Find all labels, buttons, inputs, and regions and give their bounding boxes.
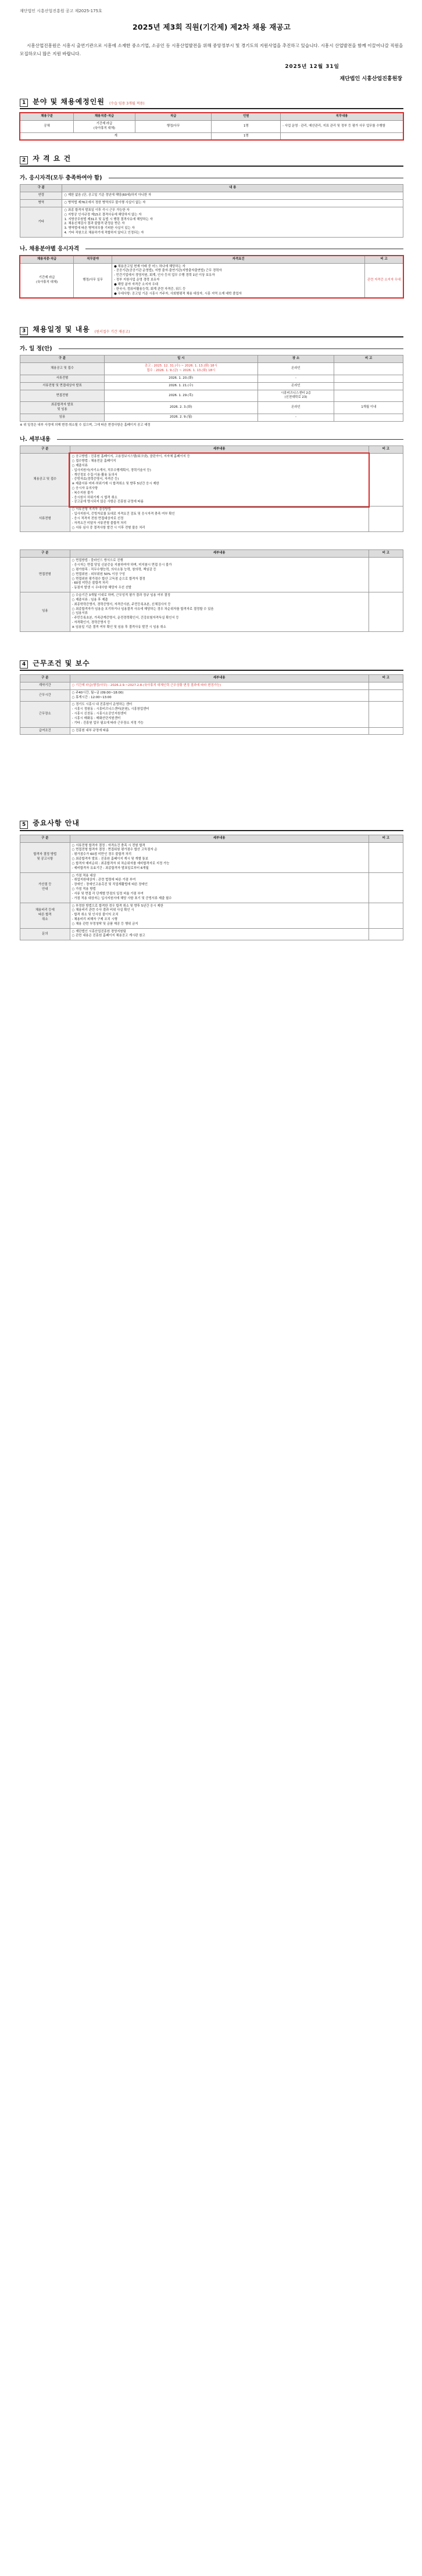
recruit-table — [20, 113, 403, 140]
table-header-row — [20, 675, 403, 682]
table-cell: 서류전형 — [20, 375, 105, 382]
subsection-heading — [20, 345, 403, 353]
table-cell: 공고 : 2025. 12. 31.(수) ~ 2026. 1. 13.(화) 18시 접수 : 2026. 1. 9.(금) ~ 2026. 1. 13.(화) 18시 — [104, 363, 258, 375]
notice-date: 2025년 12월 31일 — [285, 63, 339, 70]
section-3-header — [20, 325, 403, 337]
column-header: 비 고 — [369, 446, 403, 454]
table-cell — [369, 689, 403, 702]
table-cell — [369, 558, 403, 592]
schedule-table — [20, 355, 403, 421]
table-cell: - — [258, 414, 334, 421]
table-cell — [334, 414, 403, 421]
table-cell: 서류전형 및 면접대상자 발표 — [20, 382, 105, 390]
column-header: 비 고 — [334, 355, 403, 363]
table-cell — [369, 842, 403, 872]
table-cell: 근무장소 — [20, 702, 70, 727]
table-cell: ○ 가점 적용 대상 - 취업지원대상자 : 관련 법령에 따른 가점 부여 - 장애인 : 장애인고용촉진 및 직업재활법에 따른 장애인 ○ 가점 적용 방법 - 서류 및 면접 각 단계별 만점의 일정 비율 가점 부여 - 가점 적용 대상자는 입사지원서에 해당 사항 표기 및 증빙서류 제출 필수 — [70, 872, 369, 903]
table-cell: 병역 — [20, 200, 62, 207]
table-cell: 급여조건 — [20, 727, 70, 735]
section-number: 1 — [20, 99, 28, 107]
table-cell: 2026. 1. 20.(화) — [104, 375, 258, 382]
table-cell — [369, 506, 403, 532]
schedule-note: ※ 위 일정은 내부 사정에 의해 변경·취소될 수 있으며, 그에 따른 변경사항은 홈페이지 공고 예정 — [20, 423, 151, 427]
table-cell: 1개월 이내 — [334, 402, 403, 414]
table-cell: 서류전형 — [20, 506, 70, 532]
table-row — [20, 689, 403, 702]
table-row — [20, 402, 403, 414]
column-header: 채용구분 — [20, 113, 74, 121]
table-cell: 문의 — [20, 928, 70, 940]
column-header: 세부내용 — [70, 835, 369, 842]
field-qualification-table — [20, 256, 403, 299]
table-cell: 1명 — [212, 120, 281, 132]
table-cell: ○ 재단법인 시흥산업진흥원 경영지원팀 ○ 관련 내용은 진흥원 홈페이지 채용공고 게시판 참고 — [70, 928, 369, 940]
table-cell: ○ 수습기간 3개월 이내로 하며, 근무성적 평가 결과 정규 임용 여부 결정 ○ 제출서류 : 임용 후 제출 - 최종학력증명서, 경력증명서, 자격증사본, 주민등록초본, 신체검사서 등 ○ 최종합격자가 임용을 포기하거나 임용결격 사유에 해당하는 경우 차순위자를 합격자로 결정할 수 있음 ○ 임용서류 - 주민등록초본, 가족관계증명서, 운전경력확인서, 건강보험자격득실 확인서 등 - 자격확인서, 경력증명서 등 ※ 임용일 기준 결격 여부 확인 및 임용 후 결격사유 발견 시 임용 취소 — [70, 592, 369, 632]
table-row — [20, 903, 403, 928]
table-row — [20, 207, 403, 237]
section-2-header — [20, 154, 403, 166]
table-cell — [334, 382, 403, 390]
table-cell — [369, 903, 403, 928]
total-count: 1명 — [212, 132, 281, 140]
subsection-title: 나. 채용분야별 응시자격 — [20, 245, 79, 252]
table-cell: 채용비리 등에 따른 합격 취소 — [20, 903, 70, 928]
table-cell: ○ 경기도 시흥시 내 진흥원이 운영하는 센터 - 시흥시 정왕동 : 시흥비즈니스센터(본원), 시흥창업센터 - 시흥시 신천동 : 시흥시소공인지원센터 - 시흥시 매화동 : 매화산단지원센터 - 기타 : 진흥원 업무 필요에 따라 근무장소 지정 가능 — [70, 702, 369, 727]
subsection-heading — [20, 245, 403, 253]
table-cell — [281, 132, 403, 140]
table-cell: 관련 자격증 소지자 우대 — [365, 263, 403, 298]
table-cell: 기간제 라급 (육아휴직 대체) — [20, 263, 74, 298]
table-cell: ○ 부정한 방법으로 합격한 경우 합격 취소 및 향후 5년간 응시 제한 ○ 채용비리 관련 수사 결과 비위 사실 확인 시 - 합격 취소 및 인사상 불이익 조치 - 채용비리 피해자 구제 조치 시행 ○ 채용 관련 부정청탁 및 금품 제공 등 행위 금지 — [70, 903, 369, 928]
table-cell: 채용공고 및 접수 — [20, 454, 70, 506]
table-header-row — [20, 835, 403, 842]
column-header: 채용직종·직급 — [74, 113, 135, 121]
table-cell — [369, 682, 403, 689]
table-cell: 2026. 1. 21.(수) — [104, 382, 258, 390]
notice-number: 재단법인 시흥산업진흥원 공고 제2025-175호 — [20, 9, 102, 13]
table-cell — [369, 928, 403, 940]
table-cell: 행정/사무 실무 — [74, 263, 112, 298]
column-header: 구 분 — [20, 185, 62, 192]
section-title: 분야 및 채용예정인원 — [33, 97, 105, 106]
section-title: 자 격 요 건 — [33, 155, 71, 163]
section-4-header — [20, 659, 403, 671]
table-cell: 임용 — [20, 592, 70, 632]
table-row — [20, 506, 403, 532]
detail-table-continued — [20, 549, 403, 631]
table-cell: ○ 진흥원 내부 규정에 따름 — [70, 727, 369, 735]
table-cell: 연령 — [20, 192, 62, 200]
table-row — [20, 454, 403, 506]
table-header-row — [20, 185, 403, 192]
subsection-heading — [20, 174, 403, 182]
table-cell: 면접전형 — [20, 558, 70, 592]
table-cell: 온라인 — [258, 363, 334, 375]
column-header: 비 고 — [365, 256, 403, 263]
section-title: 중요사항 안내 — [33, 819, 80, 828]
table-cell: ○ 최종 합격자 발표일 이후 즉시 근무 가능한 자 ○ 지방공 인사규정 제15조 결격사유에 해당하지 않는 자 1. 지방공무원법 제31조 및 동법 시 행령 결격사유에 해당하는 자 2. 채용신체검사 결과 불합격 판정을 받은 자 3. 병역법에 따른 병역의무를 기피한 사실이 있는 자 4. 기타 직원으로 채용하기에 적합하지 않다고 인정되는 자 — [62, 207, 403, 237]
section-1-header — [20, 97, 403, 109]
table-row — [20, 363, 403, 375]
column-header: 세부내용 — [70, 675, 369, 682]
table-row — [20, 263, 403, 298]
section-subtitle: (원서접수 기간 재공고) — [94, 330, 130, 335]
column-header: 직급 — [135, 113, 212, 121]
table-cell: 채용공고 및 접수 — [20, 363, 105, 375]
table-row — [20, 390, 403, 402]
table-cell: 기간제 라급 (육아휴직 대체) — [74, 120, 135, 132]
section-5-header — [20, 818, 403, 831]
section-number: 4 — [20, 660, 28, 669]
qualification-table — [20, 184, 403, 237]
table-cell: ○ 서류전형 적격자 결정방법 - 입사지원서, 증빙자료를 토대로 자격요건 검토 및 응시자격 충족 여부 확인 - 응시 적격자 전원 면접대상자로 선정 - 자격요건 미달자 서류전형 불합격 처리 ○ 서류 심사 중 결격사항 발견 시 이후 전형 불응 처리 — [70, 506, 369, 532]
subsection-heading — [20, 436, 403, 444]
table-cell: 면접전형 — [20, 390, 105, 402]
intro-paragraph: 시흥산업진흥원은 시흥시 출연기관으로 시흥에 소재한 중소기업, 소공인 등 시흥산업발전을 위해 중앙정부시 및 경기도의 지원사업을 추진하고 있습니다. 시흥시 산업발전을 함께 이끌어나갈 직원을 모집하오니 많은 지원 바랍니다. — [20, 43, 403, 56]
table-cell: 가산점 등 안내 — [20, 872, 70, 903]
column-header: 구 분 — [20, 675, 70, 682]
table-cell: 근무시간 — [20, 689, 70, 702]
column-header: 비 고 — [369, 675, 403, 682]
table-cell: 공채 — [20, 120, 74, 132]
column-header: 비 고 — [369, 835, 403, 842]
column-header: 장 소 — [258, 355, 334, 363]
table-cell: 계약기간 — [20, 682, 70, 689]
table-row — [20, 842, 403, 872]
section-number: 5 — [20, 821, 28, 829]
column-header: 채용직종·직급 — [20, 256, 74, 263]
table-cell — [369, 872, 403, 903]
table-cell — [334, 390, 403, 402]
table-cell: 2026. 1. 29.(목) — [104, 390, 258, 402]
important-info-table — [20, 835, 403, 941]
table-row — [20, 120, 403, 132]
table-cell: 2026. 2. 3.(화) — [104, 402, 258, 414]
section-title: 채용일정 및 내용 — [33, 325, 90, 334]
column-header: 직무분야 — [74, 256, 112, 263]
section-number: 2 — [20, 156, 28, 164]
detail-table — [20, 445, 403, 532]
column-header: 직무내용 — [281, 113, 403, 121]
table-cell: 행정/사무 — [135, 120, 212, 132]
table-row — [20, 375, 403, 382]
table-cell: ● 채용공고일 현재 아래 중 어느 하나에 해당하는 자 - 공공기관(공공기관 운영법), 지방 출자·출연기관(지방출자출연법) 근무 경력자 - 민간기업에서 경영지원, 회계, 인사 등의 업무 수행 경력 1년 이상 보유자 - 정부 지원사업 운영 경력 보유자 ● 해당 분야 자격증 소지자 우대 - 한국사, 컴퓨터활용능력, 회계 관련 자격증, 워드 등 ● 우대사항: 공고일 기준 시흥시 거주자, 사회형평적 채용 대상자, 시흥 지역 소재 대학 졸업자 — [112, 263, 365, 298]
table-row — [20, 192, 403, 200]
column-header: 구 분 — [20, 835, 70, 842]
table-row — [20, 558, 403, 592]
table-cell — [369, 592, 403, 632]
subsection-title: 가. 일 정(안) — [20, 345, 52, 352]
table-row — [20, 132, 403, 140]
column-header: 내 용 — [62, 185, 403, 192]
section-subtitle: (수습 임용 3개월 적용) — [109, 102, 145, 106]
table-cell: ○ 서류전형 합격자 결정 : 자격요건 충족 시 전원 합격 ○ 면접전형 합격자 결정 : 면접위원 평가점수 합산 고득점자 순 - 평가점수가 60점 미만인 경우 불합격 처리 ○ 최종합격자 발표 : 진흥원 홈페이지 게시 및 개별 통보 ○ 합격자 예비순위 : 최종합격자 외 차순위자를 예비합격자로 지정 가능 - 예비합격자 유효기간 : 최종합격자 발표일로부터 6개월 — [70, 842, 369, 872]
table-cell — [369, 702, 403, 727]
table-row — [20, 727, 403, 735]
table-cell: 기타 — [20, 207, 62, 237]
table-cell — [334, 375, 403, 382]
section-number: 3 — [20, 327, 28, 335]
table-row — [20, 200, 403, 207]
total-label: 계 — [20, 132, 212, 140]
column-header: 구 분 — [20, 446, 70, 454]
table-cell: ○ 병역법 제76조에서 정한 병역의무 불이행 사실이 없는 자 — [62, 200, 403, 207]
table-row — [20, 682, 403, 689]
table-cell: 온라인 — [258, 402, 334, 414]
table-cell: - — [258, 375, 334, 382]
table-header-row — [20, 550, 403, 558]
table-cell: 온라인 — [258, 382, 334, 390]
table-cell — [369, 454, 403, 506]
table-cell: 합격자 결정 방법 및 공고시항 — [20, 842, 70, 872]
column-header: 세부내용 — [70, 446, 369, 454]
column-header: 일 시 — [104, 355, 258, 363]
table-cell: ○ 주40시간, 월~금 (09:00~18:00) ○ 휴게시간 : 12:00~13:00 — [70, 689, 369, 702]
table-row — [20, 872, 403, 903]
table-row — [20, 702, 403, 727]
table-header-row — [20, 256, 403, 263]
table-row — [20, 928, 403, 940]
table-cell: - 사업 운영 · 관리, 예산관리, 지표 관리 및 정부 등 평가 사무 업무를 수행함 — [281, 120, 403, 132]
column-header: 세부내용 — [70, 550, 369, 558]
table-header-row — [20, 446, 403, 454]
table-cell: 임용 — [20, 414, 105, 421]
table-cell: 시흥비즈니스센터 2층 (신천대학로 23) — [258, 390, 334, 402]
table-cell: ○ 제한 없음 (단, 공고일 기준 정년에 해당(60세)하지 아니한 자 — [62, 192, 403, 200]
table-cell: ○ 공고방법 : 진흥원 홈페이지, 고용정보시스템(워크넷), 클린아이, 지자체 홈페이지 등 ○ 접수방법 : 채용전문 홈페이지 ○ 제출서류 - 입사지원서(자기소개서, 직무수행계획서, 경력기술서 등) - 개인정보 수집·이용·활용 동의서 - 증빙자료(경력증명서, 자격증 등) ※ 제출서류 미비·허위기재 시 합격취소 및 향후 5년간 응시 제한 ○ 응시자 유의사항 - 복수지원 불가 - 응시원서 허위기재 시 합격 취소 - 공고문에 명시되지 않은 사항은 진흥원 규정에 따름 — [70, 454, 369, 506]
table-row — [20, 592, 403, 632]
table-cell: ○ 기간제 라급(행정/사무) : 2026.2.9.~2027.2.8.(육아휴직 대체인력 근무상황 변경 결과에 따라 변경가능) — [70, 682, 369, 689]
table-row — [20, 382, 403, 390]
table-header-row — [20, 113, 403, 121]
table-row — [20, 414, 403, 421]
table-cell: ○ 면접방법 : 블라인드 방식으로 진행 - 응시자는 면접 당일 신분증을 지참하여야 하며, 미지참시 면접 응시 불가 ○ 평가항목 : 직무수행능력, 의사소통 능력, 창의력, 책임감 등 ○ 면접위원 : 외부위원 50% 이상 구성 ○ 면접위원 평가점수 합산 고득점 순으로 합격자 결정 - 60점 미만은 불합격 처리 - 동점자 발생 시 우대사항 해당자 우선 선발 — [70, 558, 369, 592]
conditions-table — [20, 674, 403, 735]
column-header: 자격요건 — [112, 256, 365, 263]
page-title: 2025년 제3회 직원(기간제) 제2차 채용 재공고 — [132, 23, 291, 32]
subsection-title: 나. 세부내용 — [20, 436, 51, 443]
subsection-title: 가. 응시자격(모두 충족하여야 함) — [20, 174, 102, 181]
column-header: 구 분 — [20, 550, 70, 558]
column-header: 비 고 — [369, 550, 403, 558]
section-title: 근무조건 및 보수 — [33, 659, 90, 667]
table-cell: 최종합격자 발표 및 임용 — [20, 402, 105, 414]
column-header: 구 분 — [20, 355, 105, 363]
column-header: 인원 — [212, 113, 281, 121]
table-cell: 2026. 2. 9.(월) — [104, 414, 258, 421]
table-cell — [369, 727, 403, 735]
org-signature: 재단법인 시흥산업진흥원장 — [339, 76, 402, 82]
table-header-row — [20, 355, 403, 363]
table-cell — [334, 363, 403, 375]
